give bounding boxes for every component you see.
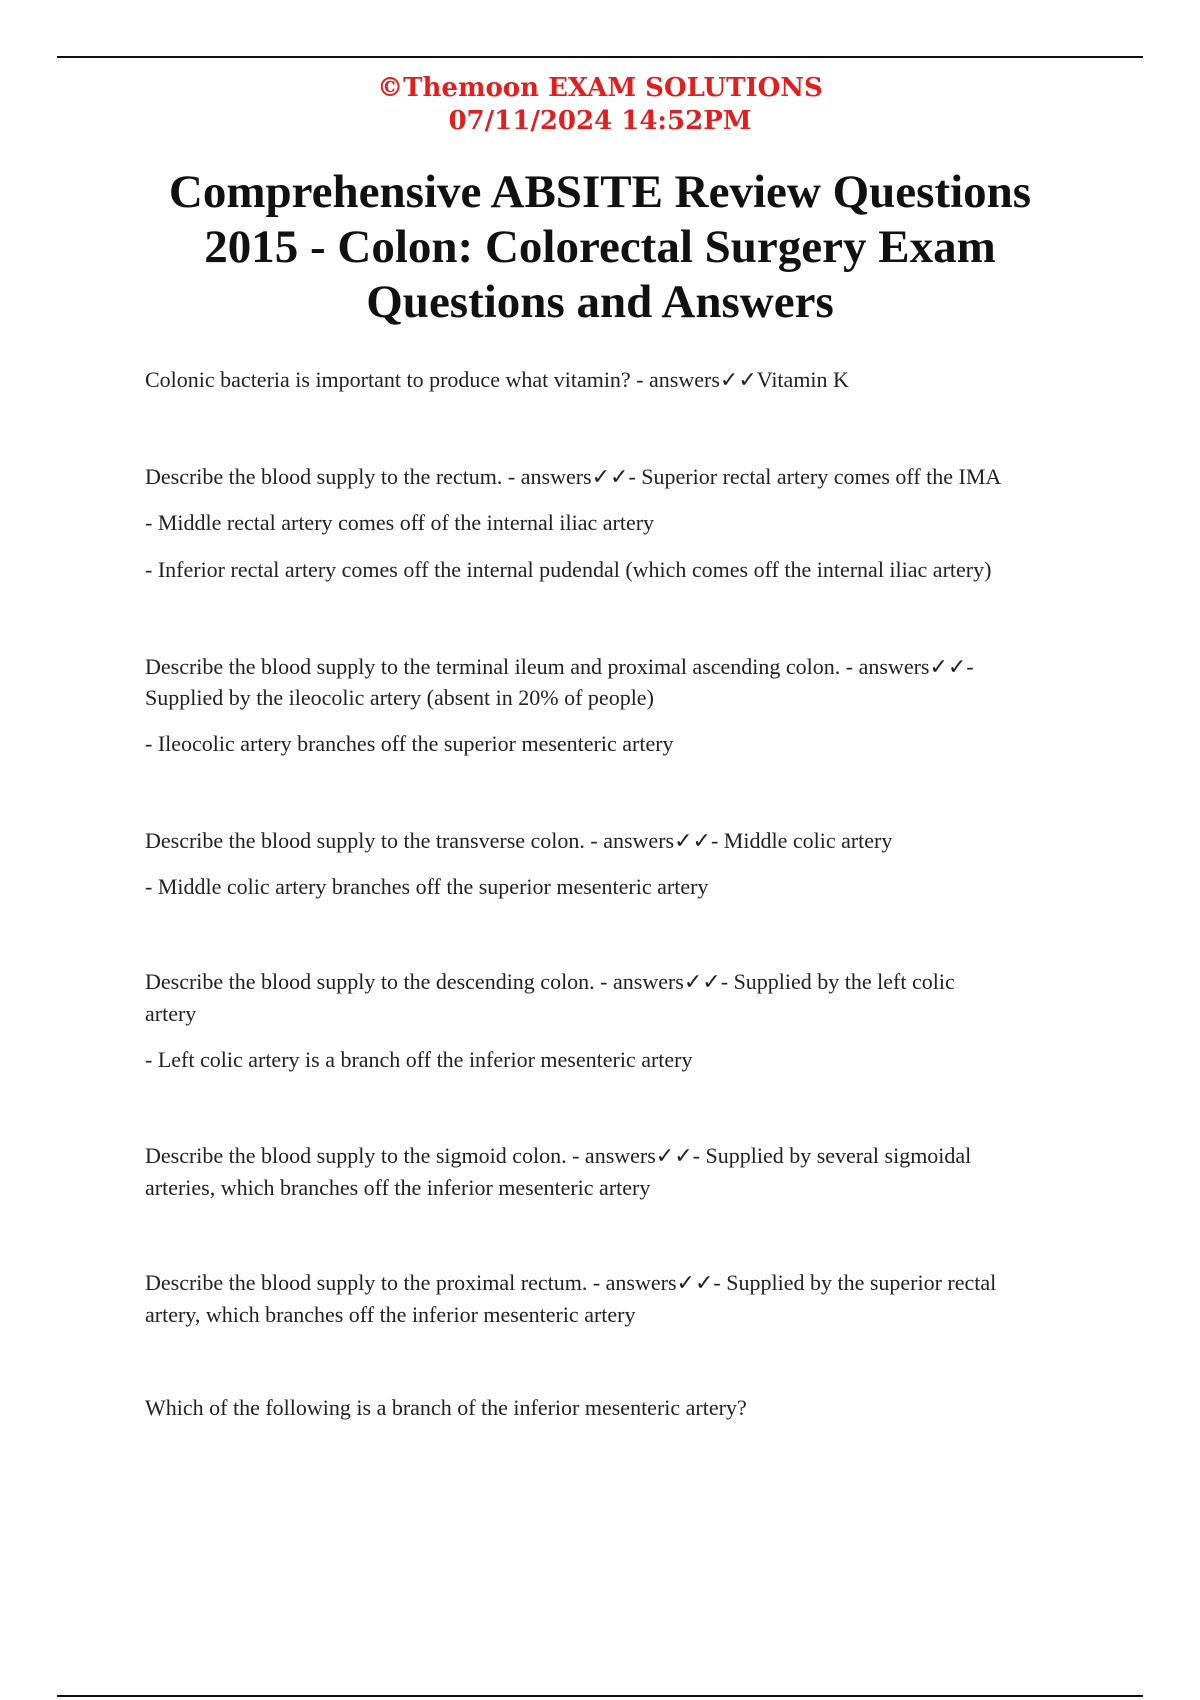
- text-line: Describe the blood supply to the descending colon. - answers✓✓- Supplied by the left colic: [145, 969, 955, 994]
- text-line: - Middle colic artery branches off the superior mesenteric artery: [145, 874, 709, 899]
- text-line: Describe the blood supply to the rectum. - answers✓✓- Superior rectal artery comes off the IMA: [145, 464, 1002, 489]
- top-rule: [57, 56, 1143, 58]
- title-line-1: Comprehensive ABSITE Review Questions: [168, 166, 1032, 218]
- text-line: - Ileocolic artery branches off the superior mesenteric artery: [145, 731, 674, 756]
- text-line: artery, which branches off the inferior mesenteric artery: [145, 1302, 636, 1327]
- text-line: Colonic bacteria is important to produce what vitamin? - answers✓✓Vitamin K: [145, 367, 849, 392]
- text-line: Which of the following is a branch of the inferior mesenteric artery?: [145, 1395, 747, 1420]
- title-line-3: Questions and Answers: [366, 276, 834, 328]
- watermark: [0, 72, 1200, 138]
- text-line: - Middle rectal artery comes off of the internal iliac artery: [145, 510, 655, 535]
- text-line: Describe the blood supply to the sigmoid colon. - answers✓✓- Supplied by several sigmoidal: [145, 1143, 972, 1168]
- text-line: arteries, which branches off the inferior mesenteric artery: [145, 1175, 651, 1200]
- text-line: Describe the blood supply to the terminal ileum and proximal ascending colon. - answers✓✓-: [145, 654, 974, 679]
- text-line: Describe the blood supply to the transverse colon. - answers✓✓- Middle colic artery: [145, 828, 893, 853]
- text-line: - Inferior rectal artery comes off the internal pudendal (which comes off the internal iliac artery): [145, 557, 992, 582]
- text-line: Supplied by the ileocolic artery (absent in 20% of people): [145, 685, 654, 710]
- text-line: artery: [145, 1001, 197, 1026]
- title-line-2: 2015 - Colon: Colorectal Surgery Exam: [204, 221, 996, 273]
- watermark-line-2: 07/11/2024 14:52PM: [448, 106, 752, 136]
- watermark-line-1: ©Themoon EXAM SOLUTIONS: [377, 73, 823, 103]
- text-line: Describe the blood supply to the proximal rectum. - answers✓✓- Supplied by the superior rectal: [145, 1270, 997, 1295]
- document-title: [150, 165, 1050, 330]
- text-line: - Left colic artery is a branch off the inferior mesenteric artery: [145, 1047, 693, 1072]
- bottom-rule: [57, 1695, 1143, 1697]
